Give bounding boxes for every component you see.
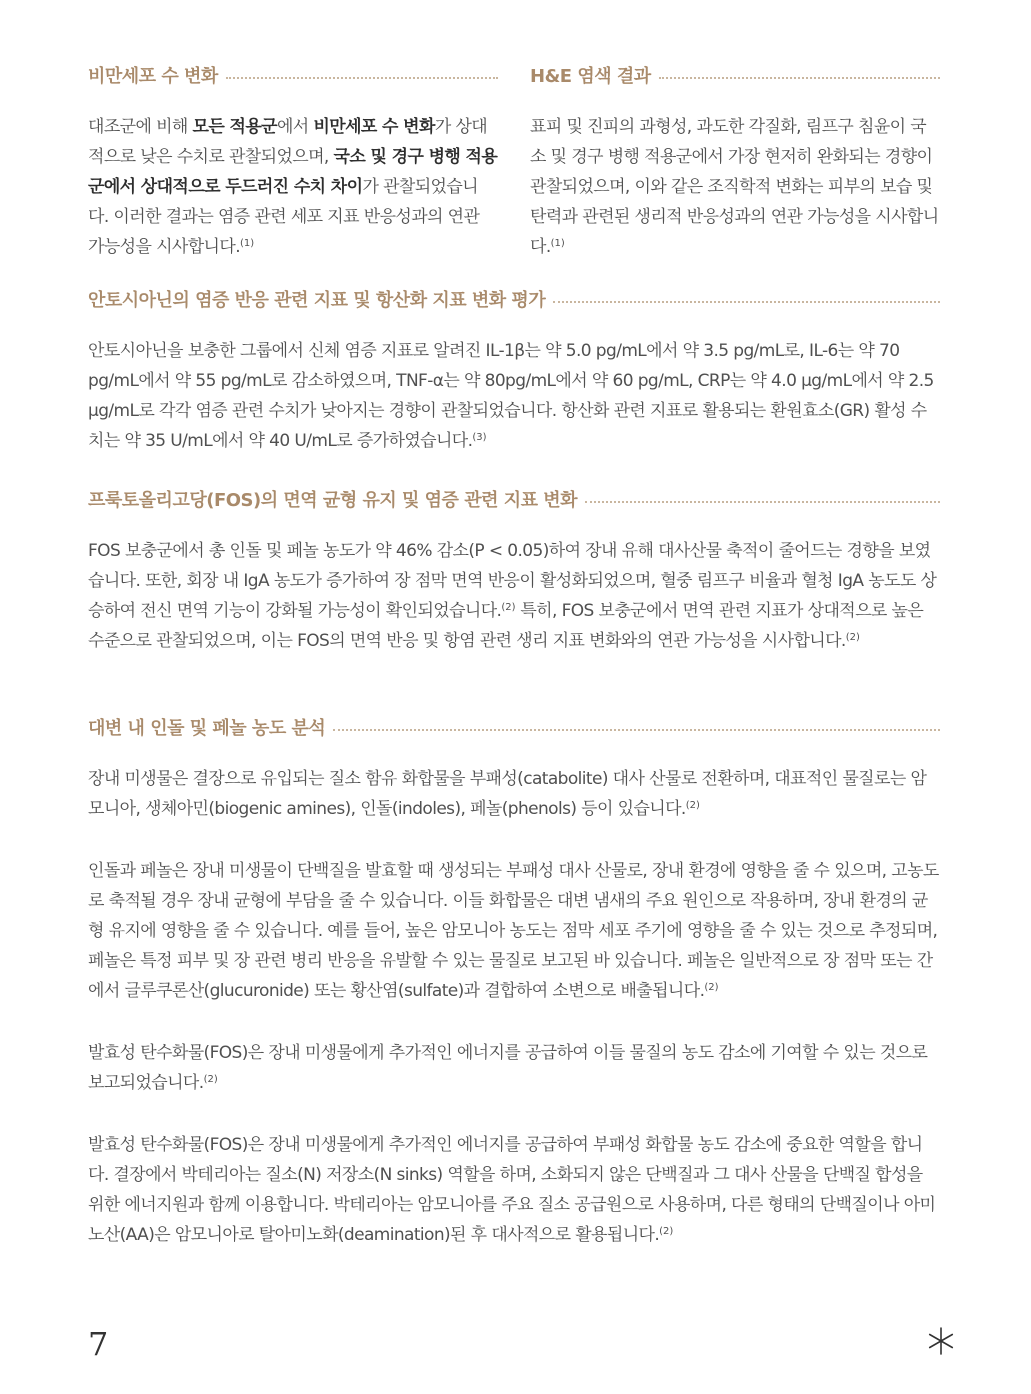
fos-section — [88, 484, 940, 656]
top-two-column-row — [88, 60, 940, 262]
fecal-analysis-section — [88, 712, 940, 1250]
dotted-leader — [553, 301, 940, 303]
section-heading — [88, 284, 940, 314]
fat-cells-paragraph — [88, 112, 498, 262]
text-run: 표피 및 진피의 과형성, 과도한 각질화, 림프구 침윤이 국소 및 경구 병행 적용군에서 가장 현저히 완화되는 경향이 관찰되었으며, 이와 같은 조직학적 변화는 피부의 보습 및 탄력과 관련된 생리적 반응성과의 연관 가능성을 시사합니다. — [530, 117, 939, 257]
dotted-leader — [333, 729, 940, 731]
anthocyanin-section — [88, 284, 940, 456]
reference-mark: (2) — [845, 632, 860, 643]
emphasis-all-groups: 모든 적용군 — [192, 117, 277, 137]
text-run: 가 관찰되었습니다. 이러한 결과는 염증 관련 세포 지표 반응성과의 연관 가능성을 시사합니다. — [88, 177, 480, 257]
text-run: 안토시아닌을 보충한 그룹에서 신체 염증 지표로 알려진 IL-1β는 약 5.0 pg/mL에서 약 3.5 pg/mL로, IL-6는 약 70 pg/mL에서 약 55 pg/mL로 감소하였으며, TNF-α는 약 80pg/mL에서 약 60 pg/mL, CRP는 약 4.0 μg/mL에서 약 2.5 μg/mL로 각각 염증 관련 수치가 낮아지는 경향이 관찰되었습니다. 항산화 관련 지표로 활용되는 환원효소(GR) 활성 수치는 약 35 U/mL에서 약 40 U/mL로 증가하였습니다. — [88, 341, 934, 451]
fat-cells-heading: 비만세포 수 변화 — [88, 66, 218, 87]
section-heading — [88, 484, 940, 514]
reference-mark: (1) — [240, 238, 255, 249]
he-stain-section — [530, 60, 940, 262]
text-run: FOS 보충군에서 총 인돌 및 페놀 농도가 약 46% 감소(P < 0.05)하여 장내 유해 대사산물 축적이 줄어드는 경향을 보였습니다. 또한, 회장 내 IgA 농도가 증가하여 장 점막 면역 반응이 활성화되었으며, 혈중 림프구 비율과 혈청 IgA 농도도 상승하여 전신 면역 기능이 강화될 가능성이 확인되었습니다. — [88, 541, 937, 621]
fecal-paragraph-2 — [88, 856, 940, 1006]
text-run: 장내 미생물은 결장으로 유입되는 질소 함유 화합물을 부패성(catabolite) 대사 산물로 전환하며, 대표적인 물질로는 암모니아, 생체아민(biogenic amines), 인돌(indoles), 페놀(phenols) 등이 있습니다. — [88, 769, 927, 819]
anthocyanin-paragraph — [88, 336, 940, 456]
section-heading — [530, 60, 940, 90]
fecal-paragraph-3 — [88, 1038, 940, 1098]
text-run: 인돌과 페놀은 장내 미생물이 단백질을 발효할 때 생성되는 부패성 대사 산물로, 장내 환경에 영향을 줄 수 있으며, 고농도로 축적될 경우 장내 균형에 부담을 줄 수 있습니다. 이들 화합물은 대변 냄새의 주요 원인으로 작용하며, 장내 환경의 균형 유지에 영향을 줄 수 있습니다. 예를 들어, 높은 암모니아 농도는 점막 세포 주기에 영향을 줄 수 있는 것으로 추정되며, 페놀은 특정 피부 및 장 관련 병리 반응을 유발할 수 있는 물질로 보고된 바 있습니다. 페놀은 일반적으로 장 점막 또는 간에서 글루쿠론산(glucuronide) 또는 황산염(sulfate)과 결합하여 소변으로 배출됩니다. — [88, 861, 939, 1001]
fos-paragraph — [88, 536, 940, 656]
fecal-paragraph-4 — [88, 1130, 940, 1250]
asterisk-ornament-icon — [926, 1326, 956, 1356]
fecal-paragraph-1 — [88, 764, 940, 824]
text-run: 에서 — [276, 117, 314, 137]
page-number: 7 — [88, 1325, 109, 1363]
he-stain-paragraph — [530, 112, 940, 262]
section-heading — [88, 712, 940, 742]
dotted-leader — [585, 501, 940, 503]
dotted-leader — [659, 77, 940, 79]
reference-mark: (2) — [704, 982, 719, 993]
reference-mark: (2) — [659, 1226, 674, 1237]
fat-cells-section — [88, 60, 498, 262]
dotted-leader — [226, 77, 498, 79]
fecal-analysis-heading: 대변 내 인돌 및 페놀 농도 분석 — [88, 718, 326, 739]
reference-mark: (2) — [685, 800, 700, 811]
anthocyanin-heading: 안토시아닌의 염증 반응 관련 지표 및 항산화 지표 변화 평가 — [88, 290, 546, 311]
fos-heading: 프룩토올리고당(FOS)의 면역 균형 유지 및 염증 관련 지표 변화 — [88, 490, 578, 511]
reference-mark: (3) — [472, 432, 487, 443]
section-heading — [88, 60, 498, 90]
emphasis-fat-cell-change: 비만세포 수 변화 — [313, 117, 435, 137]
reference-mark: (2) — [203, 1074, 218, 1085]
emphasis-combined-group: 국소 및 경구 병행 적용군에서 상대적으로 두드러진 수치 차이 — [88, 147, 498, 197]
text-run: 특히, FOS 보충군에서 면역 관련 지표가 상대적으로 높은 수준으로 관찰되었으며, 이는 FOS의 면역 반응 및 항염 관련 생리 지표 변화와의 연관 가능성을 시사합니다. — [88, 601, 924, 651]
text-run: 대조군에 비해 — [88, 117, 193, 137]
reference-mark: (1) — [550, 238, 565, 249]
reference-mark: (2) — [501, 602, 516, 613]
text-run: 발효성 탄수화물(FOS)은 장내 미생물에게 추가적인 에너지를 공급하여 이들 물질의 농도 감소에 기여할 수 있는 것으로 보고되었습니다. — [88, 1043, 928, 1093]
document-page — [88, 0, 940, 1394]
he-stain-heading: H&E 염색 결과 — [530, 66, 651, 87]
text-run: 발효성 탄수화물(FOS)은 장내 미생물에게 추가적인 에너지를 공급하여 부패성 화합물 농도 감소에 중요한 역할을 합니다. 결장에서 박테리아는 질소(N) 저장소(N sinks) 역할을 하며, 소화되지 않은 단백질과 그 대사 산물을 단백질 합성을 위한 에너지원과 함께 이용합니다. 박테리아는 암모니아를 주요 질소 공급원으로 사용하며, 다른 형태의 단백질이나 아미노산(AA)은 암모니아로 탈아미노화(deamination)된 후 대사적으로 활용됩니다. — [88, 1135, 936, 1245]
text-run: 가 상대적으로 낮은 수치로 관찰되었으며, — [88, 117, 488, 167]
